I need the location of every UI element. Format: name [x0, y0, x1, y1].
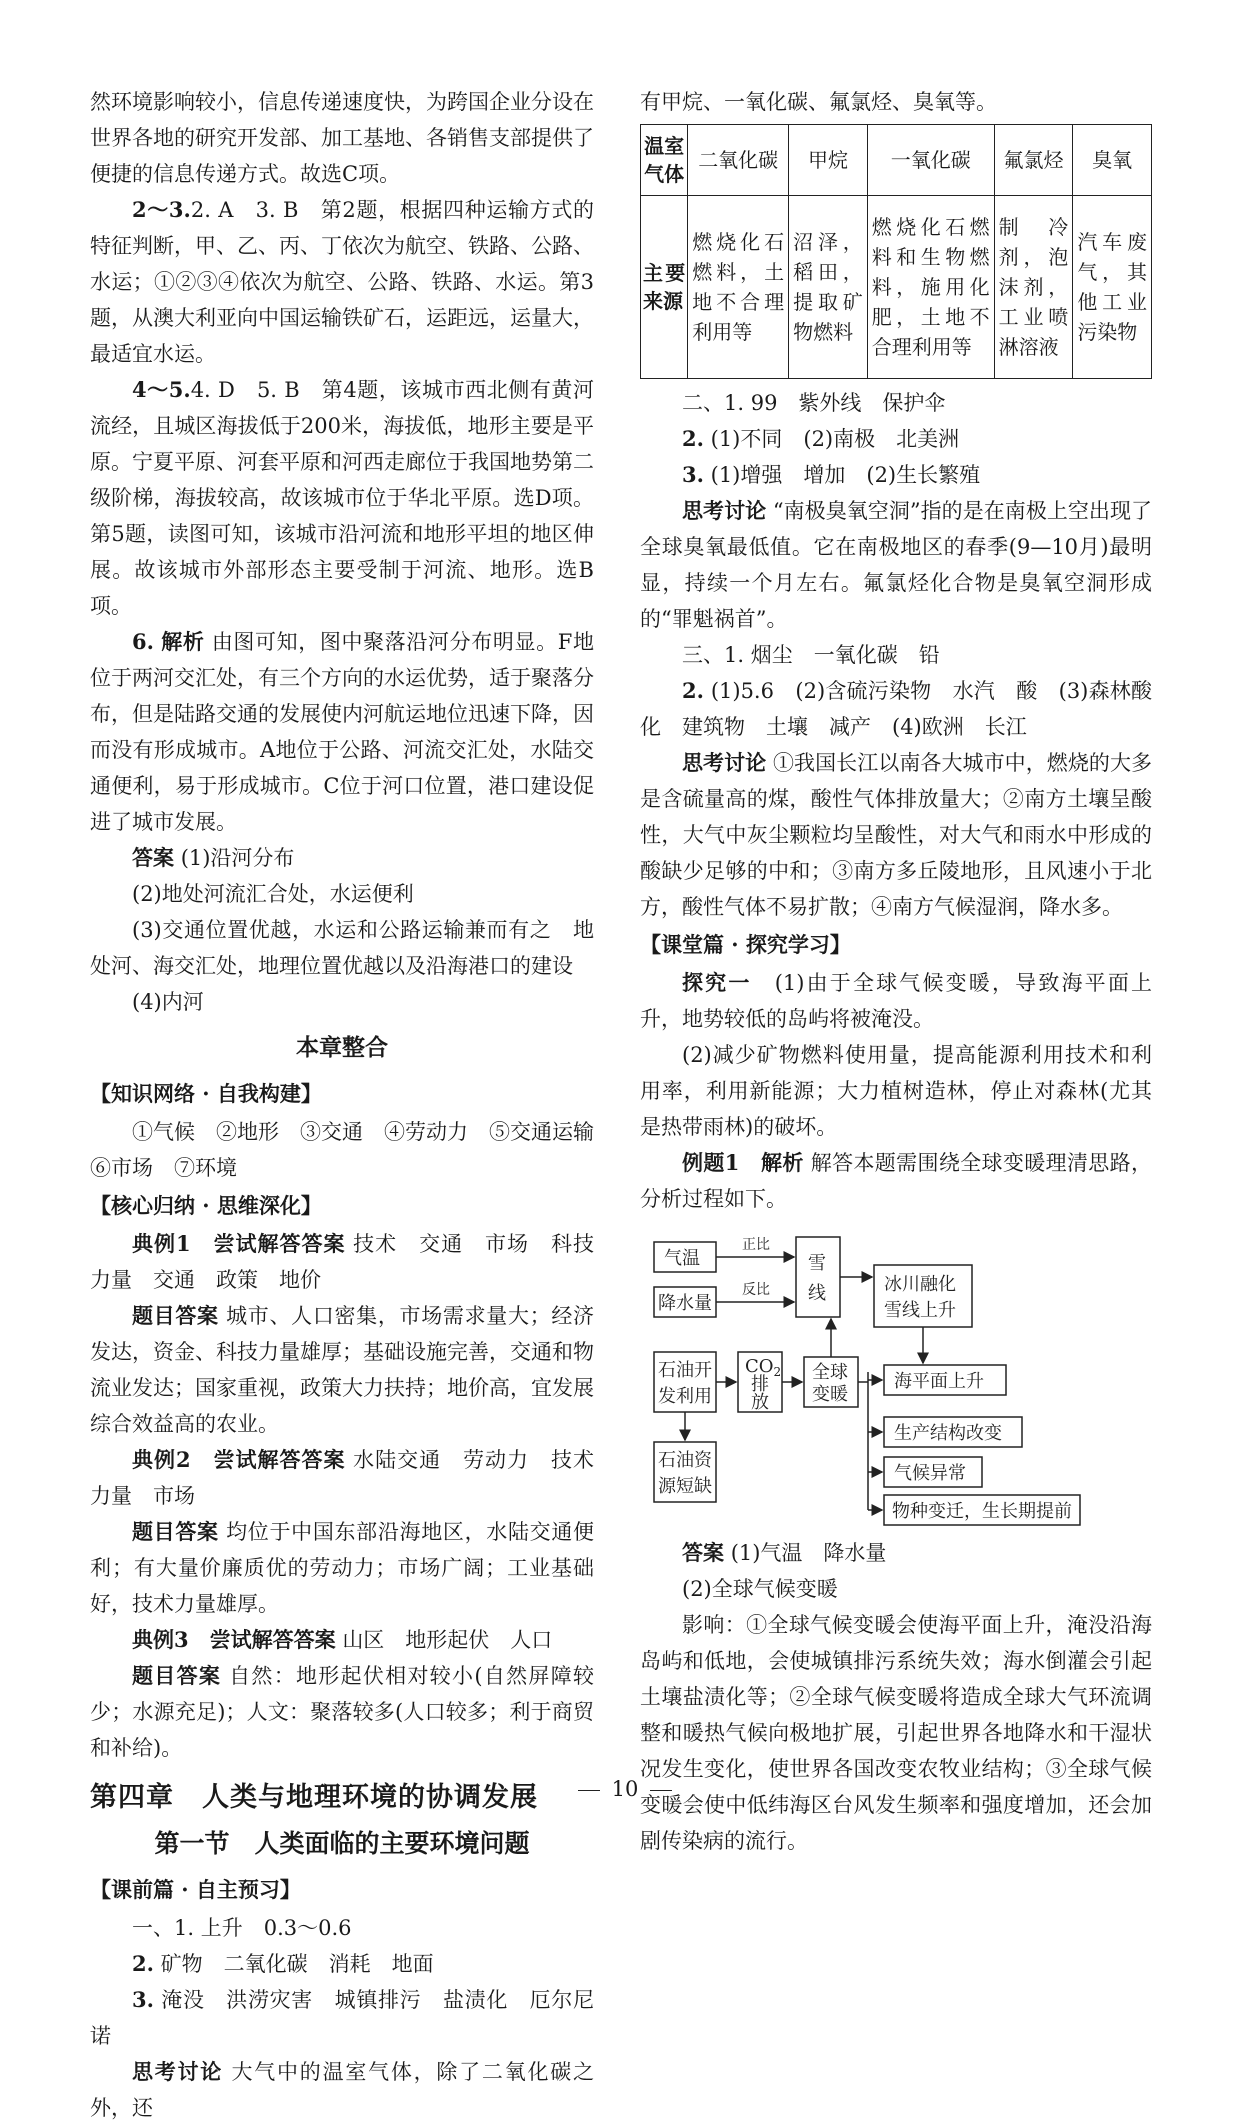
example-label: 例题1 解析: [682, 1150, 804, 1175]
label-glacier-1: 冰川融化: [884, 1274, 956, 1295]
answer-label: 答案: [682, 1540, 724, 1565]
example-3-answer: 典例3 尝试解答答案 山区 地形起伏 人口: [132, 1627, 553, 1652]
question-number: 4～5.: [132, 377, 191, 402]
paragraph: 有甲烷、一氧化碳、氟氯烃、臭氧等。: [640, 90, 997, 114]
answer-6: 6. 解析 由图可知，图中聚落沿河分布明显。F地位于两河交汇处，有三个方向的水运优势，适于聚落分布，但是陆路交通的发展使内河航运地位迅速下降，因而没有形成城市。A地位于公路、河流交汇处，水陆交通便利，易于形成城市。C位于河口位置，港口建设促进了城市发展。: [90, 629, 594, 834]
impact-paragraph: 影响：①全球气候变暖会使海平面上升，淹没沿海岛屿和低地，会使城镇排污系统失效；海水倒灌会引起土壤盐渍化等；②全球气候变暖将造成全球大气环流调整和暖热气候向极地扩展，引起世界各地降水和干湿状况发生变化，使世界各国改变农牧业结构；③全球气候变暖会使中低纬海区台风发生频率和强度增加，还会加剧传染病的流行。: [640, 1613, 1153, 1853]
table-cell: 汽车废气，其他工业污染物: [1073, 196, 1152, 379]
think-discussion: 思考讨论 “南极臭氧空洞”指的是在南极上空出现了全球臭氧最低值。它在南极地区的春季(9—10月)最明显，持续一个月左右。氟氯烃化合物是臭氧空洞形成的“罪魁祸首”。: [640, 498, 1152, 631]
question-answer-label: 题目答案: [132, 1303, 219, 1328]
table-cell: 燃烧化石燃料，土地不合理利用等: [688, 196, 789, 379]
global-warming-flow-diagram: [644, 1227, 1144, 1527]
example-3-question: 题目答案 自然：地形起伏相对较小(自然屏障较少；水源充足)；人文：聚落较多(人口较多；利于商贸和补给)。: [90, 1663, 594, 1760]
table-header: 氟氯烃: [994, 125, 1073, 196]
label-oil-2: 发利用: [658, 1386, 712, 1407]
box-snowline: [796, 1237, 840, 1317]
table-header: 甲烷: [789, 125, 868, 196]
section-header: 【知识网络 · 自我构建】: [90, 1081, 322, 1106]
example-label: 典例3 尝试解答答案: [132, 1627, 336, 1652]
label-inverse-ratio: 反比: [742, 1282, 770, 1298]
example-2-answer: 典例2 尝试解答答案 水陆交通 劳动力 技术力量 市场: [90, 1447, 594, 1508]
preview-line: 一、1. 上升 0.3～0.6: [132, 1916, 352, 1940]
right-column: [640, 84, 1152, 1859]
label-emit-1: 排: [751, 1374, 769, 1395]
label-precipitation: 降水量: [658, 1293, 712, 1314]
chapter-title: 第四章 人类与地理环境的协调发展: [90, 1782, 538, 1813]
example-analysis: 例题1 解析 解答本题需围绕全球变暖理清思路，分析过程如下。: [640, 1150, 1152, 1211]
fill-line: 二、1. 99 紫外线 保护伞: [682, 391, 946, 415]
think-label: 思考讨论: [682, 750, 767, 775]
answer-2-3: 2～3.2. A 3. B 第2题，根据四种运输方式的特征判断，甲、乙、丙、丁依次为航空、铁路、公路、水运；①②③④依次为航空、公路、铁路、水运。第3题，从澳大利亚向中国运输铁矿石，运距远，运量大，最适宜水运。: [90, 197, 594, 366]
table-header: 二氧化碳: [688, 125, 789, 196]
fill-line: 三、1. 烟尘 一氧化碳 铅: [682, 643, 940, 667]
table-header: 一氧化碳: [867, 125, 994, 196]
label-climate: 气候异常: [894, 1463, 966, 1484]
explore-line: 探究一 (1)由于全球气候变暖，导致海平面上升，地势较低的岛屿将被淹没。: [640, 970, 1152, 1031]
think-label: 思考讨论: [132, 2059, 224, 2084]
answer-line: 答案 (1)气温 降水量: [682, 1540, 887, 1565]
dash-right: [650, 1790, 672, 1791]
answer-line: (2)全球气候变暖: [682, 1577, 838, 1601]
fill-line: 2. (1)不同 (2)南极 北美洲: [682, 426, 960, 451]
table-corner: 温室气体: [641, 125, 688, 196]
table-row: [641, 196, 1152, 379]
think-label: 思考讨论: [682, 498, 767, 523]
fill-line: 3. (1)增强 增加 (2)生长繁殖: [682, 462, 981, 487]
table-header: 臭氧: [1073, 125, 1152, 196]
label-sea-level: 海平面上升: [894, 1371, 984, 1392]
chapter-summary-title: 本章整合: [296, 1034, 388, 1061]
table-cell: 燃烧化石燃料和生物燃料，施用化肥，土地不合理利用等: [867, 196, 994, 379]
left-column: [90, 84, 594, 2126]
answer-line: (4)内河: [132, 990, 204, 1014]
table-cell: 制冷剂，泡沫剂，工业喷淋溶液: [994, 196, 1073, 379]
section-header: 【核心归纳 · 思维深化】: [90, 1193, 322, 1218]
impact-label: 影响：: [682, 1613, 747, 1637]
answer-line: (3)交通位置优越，水运和公路运输兼而有之 地处河、海交汇处，地理位置优越以及沿海港口的建设: [90, 918, 594, 978]
think-discussion: 思考讨论 大气中的温室气体，除了二氧化碳之外，还: [90, 2059, 594, 2120]
example-2-question: 题目答案 均位于中国东部沿海地区，水陆交通便利；有大量价廉质优的劳动力；市场广阔；工业基础好，技术力量雄厚。: [90, 1519, 594, 1616]
section-header: 【课堂篇 · 探究学习】: [640, 932, 851, 957]
greenhouse-gas-table: [640, 124, 1152, 379]
preview-line: 3. 淹没 洪涝灾害 城镇排污 盐渍化 厄尔尼诺: [90, 1987, 595, 2048]
answer-line: (2)地处河流汇合处，水运便利: [132, 882, 414, 906]
label-shortage-1: 石油资: [658, 1450, 712, 1471]
answer-4-5: 4～5.4. D 5. B 第4题，该城市西北侧有黄河流经，且城区海拔低于200米，海拔低，地形主要是平原。宁夏平原、河套平原和河西走廊位于我国地势第二级阶梯，海拔较高，故该城市位于华北平原。选D项。第5题，读图可知，该城市沿河流和地形平坦的地区伸展。故该城市外部形态主要受制于河流、地形。选B项。: [90, 377, 594, 618]
label-shortage-2: 源短缺: [658, 1476, 712, 1497]
label-direct-ratio: 正比: [742, 1237, 770, 1253]
knowledge-line: ⑥市场 ⑦环境: [90, 1156, 237, 1180]
question-number: 2～3.: [132, 197, 191, 222]
section-title: 第一节 人类面临的主要环境问题: [154, 1829, 530, 1858]
label-co2: $CO_2$: [745, 1356, 782, 1379]
example-label: 典例1 尝试解答答案: [132, 1231, 346, 1256]
question-answer-label: 题目答案: [132, 1519, 219, 1544]
label-line: 线: [808, 1283, 826, 1304]
section-header: 【课前篇 · 自主预习】: [90, 1877, 301, 1902]
fill-line: 2. (1)5.6 (2)含硫污染物 水汽 酸 (3)森林酸化 建筑物 土壤 减产 (4)欧洲 长江: [640, 678, 1152, 739]
paragraph: 然环境影响较小，信息传递速度快，为跨国企业分设在世界各地的研究开发部、加工基地、各销售支部提供了便捷的信息传递方式。故选C项。: [90, 90, 594, 186]
dash-left: [578, 1790, 600, 1791]
think-discussion: 思考讨论 ①我国长江以南各大城市中，燃烧的大多是含硫量高的煤，酸性气体排放量大；②南方土壤呈酸性，大气中灰尘颗粒均呈酸性，对大气和雨水中形成的酸缺少足够的中和；③南方多丘陵地形，且风速小于北方，酸性气体不易扩散；④南方气候湿润，降水多。: [640, 750, 1153, 919]
label-temperature: 气温: [664, 1248, 700, 1269]
explore-line: (2)减少矿物燃料使用量，提高能源利用技术和利用率，利用新能源；大力植树造林，停止对森林(尤其是热带雨林)的破坏。: [640, 1043, 1152, 1139]
analysis-label: 解析: [161, 629, 205, 654]
preview-line: 2. 矿物 二氧化碳 消耗 地面: [132, 1951, 434, 1976]
table-cell: 沼泽，稻田，提取矿物燃料: [789, 196, 868, 379]
page-number: 10: [0, 1771, 1250, 1807]
question-answer-label: 题目答案: [132, 1663, 222, 1688]
explore-label: 探究一: [682, 970, 752, 995]
label-warming-2: 变暖: [812, 1384, 848, 1405]
label-warming-1: 全球: [812, 1362, 848, 1383]
label-species: 物种变迁，生长期提前: [892, 1501, 1072, 1522]
label-emit-2: 放: [751, 1392, 769, 1413]
example-label: 典例2 尝试解答答案: [132, 1447, 346, 1472]
knowledge-line: ①气候 ②地形 ③交通 ④劳动力 ⑤交通运输: [132, 1120, 594, 1144]
question-number: 6.: [132, 629, 154, 654]
example-1-question: 题目答案 城市、人口密集，市场需求量大；经济发达，资金、科技力量雄厚；基础设施完善，交通和物流业发达；国家重视，政策大力扶持；地价高，宜发展综合效益高的农业。: [90, 1303, 594, 1436]
label-production: 生产结构改变: [894, 1423, 1002, 1444]
answer-line: 答案 (1)沿河分布: [132, 845, 295, 870]
table-row: [641, 125, 1152, 196]
example-1-answer: 典例1 尝试解答答案 技术 交通 市场 科技力量 交通 政策 地价: [90, 1231, 594, 1292]
answer-label: 答案: [132, 845, 174, 870]
label-oil-1: 石油开: [658, 1360, 712, 1381]
label-glacier-2: 雪线上升: [884, 1300, 956, 1321]
label-snow: 雪: [808, 1253, 826, 1274]
table-row-header: 主要来源: [641, 196, 688, 379]
